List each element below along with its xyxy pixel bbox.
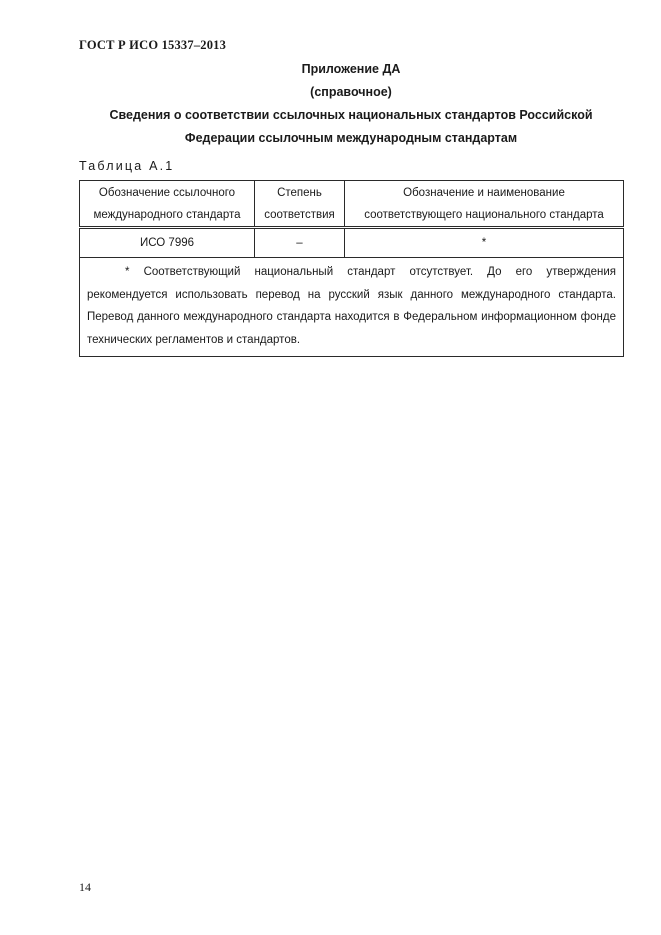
column-header-degree	[255, 181, 345, 228]
column-header-national	[345, 181, 624, 228]
table-note-cell	[80, 258, 624, 357]
cell-standard: ИСО 7996	[80, 228, 255, 258]
table-footnote: * Соответствующий национальный стандарт отсутствует. До его утверждения рекомендуется использовать перевод на русский язык данного международного стандарта. Перевод данного международного стандарта находится в Федеральном информационном фонде технических регламентов и стандартов.	[87, 266, 616, 346]
table-header-row	[80, 181, 624, 228]
appendix-title: Приложение ДА	[301, 62, 401, 76]
correspondence-table	[79, 180, 624, 357]
cell-degree: –	[255, 228, 345, 258]
column-header-line: международного стандарта	[93, 208, 241, 221]
column-header-line: соответствия	[264, 208, 335, 221]
appendix-heading-line2: Федерации ссылочным международным стандартам	[184, 131, 518, 145]
column-header-line: Обозначение и наименование	[403, 186, 565, 199]
document-code-header: ГОСТ Р ИСО 15337–2013	[79, 38, 227, 52]
appendix-heading-line1: Сведения о соответствии ссылочных национальных стандартов Российской	[109, 108, 593, 122]
column-header-line: Степень	[277, 186, 322, 199]
table-row	[80, 228, 624, 258]
table-label: Таблица А.1	[79, 159, 175, 173]
column-header-line: Обозначение ссылочного	[98, 186, 236, 199]
appendix-type: (справочное)	[310, 85, 392, 99]
appendix-heading	[79, 104, 623, 150]
table-note-row	[80, 258, 624, 357]
page-number: 14	[79, 880, 91, 894]
cell-national: *	[345, 228, 624, 258]
column-header-international	[80, 181, 255, 228]
column-header-line: соответствующего национального стандарта	[364, 208, 604, 221]
